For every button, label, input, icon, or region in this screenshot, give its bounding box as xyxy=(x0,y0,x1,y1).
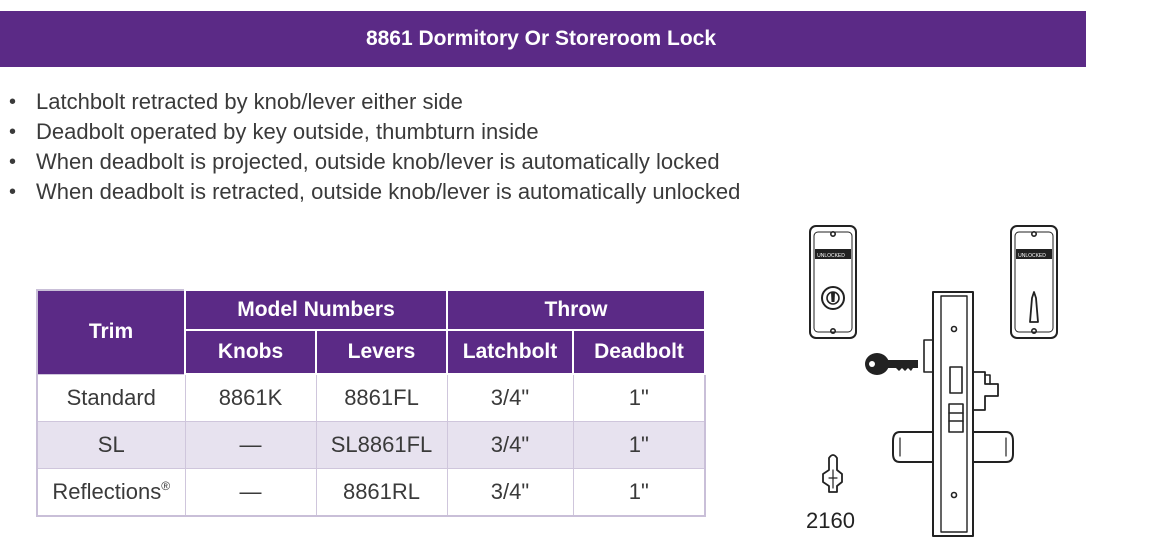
column-group-throw: Throw xyxy=(447,290,705,330)
feature-text: When deadbolt is projected, outside knob/lever is automatically locked xyxy=(36,149,720,174)
keyway-number: 2160 xyxy=(806,508,855,533)
table-header-row xyxy=(37,290,705,330)
cell-levers: 8861RL xyxy=(316,469,447,517)
column-header-knobs: Knobs xyxy=(185,330,316,374)
bullet-icon: • xyxy=(9,121,17,143)
bullet-icon: • xyxy=(9,181,17,203)
page-title: 8861 Dormitory Or Storeroom Lock xyxy=(365,27,717,50)
cell-knobs: — xyxy=(185,469,316,517)
cell-deadbolt: 1" xyxy=(573,374,705,422)
feature-text: Latchbolt retracted by knob/lever either side xyxy=(36,89,463,114)
keyway-icon xyxy=(823,455,842,492)
feature-text: Deadbolt operated by key outside, thumbturn inside xyxy=(36,119,539,144)
cell-trim xyxy=(37,469,185,517)
cell-latchbolt: 3/4" xyxy=(447,374,573,422)
inside-escutcheon-icon xyxy=(1011,226,1057,338)
lever-right-icon xyxy=(973,432,1013,462)
table-row xyxy=(37,422,705,469)
cell-deadbolt: 1" xyxy=(573,469,705,517)
key-icon xyxy=(865,353,918,375)
column-header-trim: Trim xyxy=(37,290,185,374)
cell-knobs: 8861K xyxy=(185,374,316,422)
section-header xyxy=(0,11,1086,67)
cell-knobs: — xyxy=(185,422,316,469)
cell-levers: 8861FL xyxy=(316,374,447,422)
cell-trim: SL xyxy=(37,422,185,469)
list-item xyxy=(9,117,740,147)
outside-escutcheon-icon xyxy=(810,226,856,338)
list-item xyxy=(9,147,740,177)
svg-text:UNLOCKED: UNLOCKED xyxy=(1018,253,1046,259)
svg-text:UNLOCKED: UNLOCKED xyxy=(817,253,845,259)
list-item xyxy=(9,177,740,207)
cell-deadbolt: 1" xyxy=(573,422,705,469)
cell-trim: Standard xyxy=(37,374,185,422)
lever-left-icon xyxy=(893,432,933,462)
column-header-latchbolt: Latchbolt xyxy=(447,330,573,374)
table-row xyxy=(37,469,705,517)
cell-levers: SL8861FL xyxy=(316,422,447,469)
cell-latchbolt: 3/4" xyxy=(447,422,573,469)
lock-illustration xyxy=(800,220,1046,538)
cell-latchbolt: 3/4" xyxy=(447,469,573,517)
registered-mark: ® xyxy=(161,479,171,493)
column-header-levers: Levers xyxy=(316,330,447,374)
feature-list xyxy=(9,87,740,207)
mortise-lock-body-icon xyxy=(924,292,998,536)
trim-name: Reflections xyxy=(52,479,162,504)
list-item xyxy=(9,87,740,117)
bullet-icon: • xyxy=(9,151,17,173)
bullet-icon: • xyxy=(9,91,17,113)
table-row xyxy=(37,374,705,422)
column-header-deadbolt: Deadbolt xyxy=(573,330,705,374)
column-group-model-numbers: Model Numbers xyxy=(185,290,447,330)
spec-table xyxy=(36,289,706,517)
feature-text: When deadbolt is retracted, outside knob/lever is automatically unlocked xyxy=(36,179,741,204)
